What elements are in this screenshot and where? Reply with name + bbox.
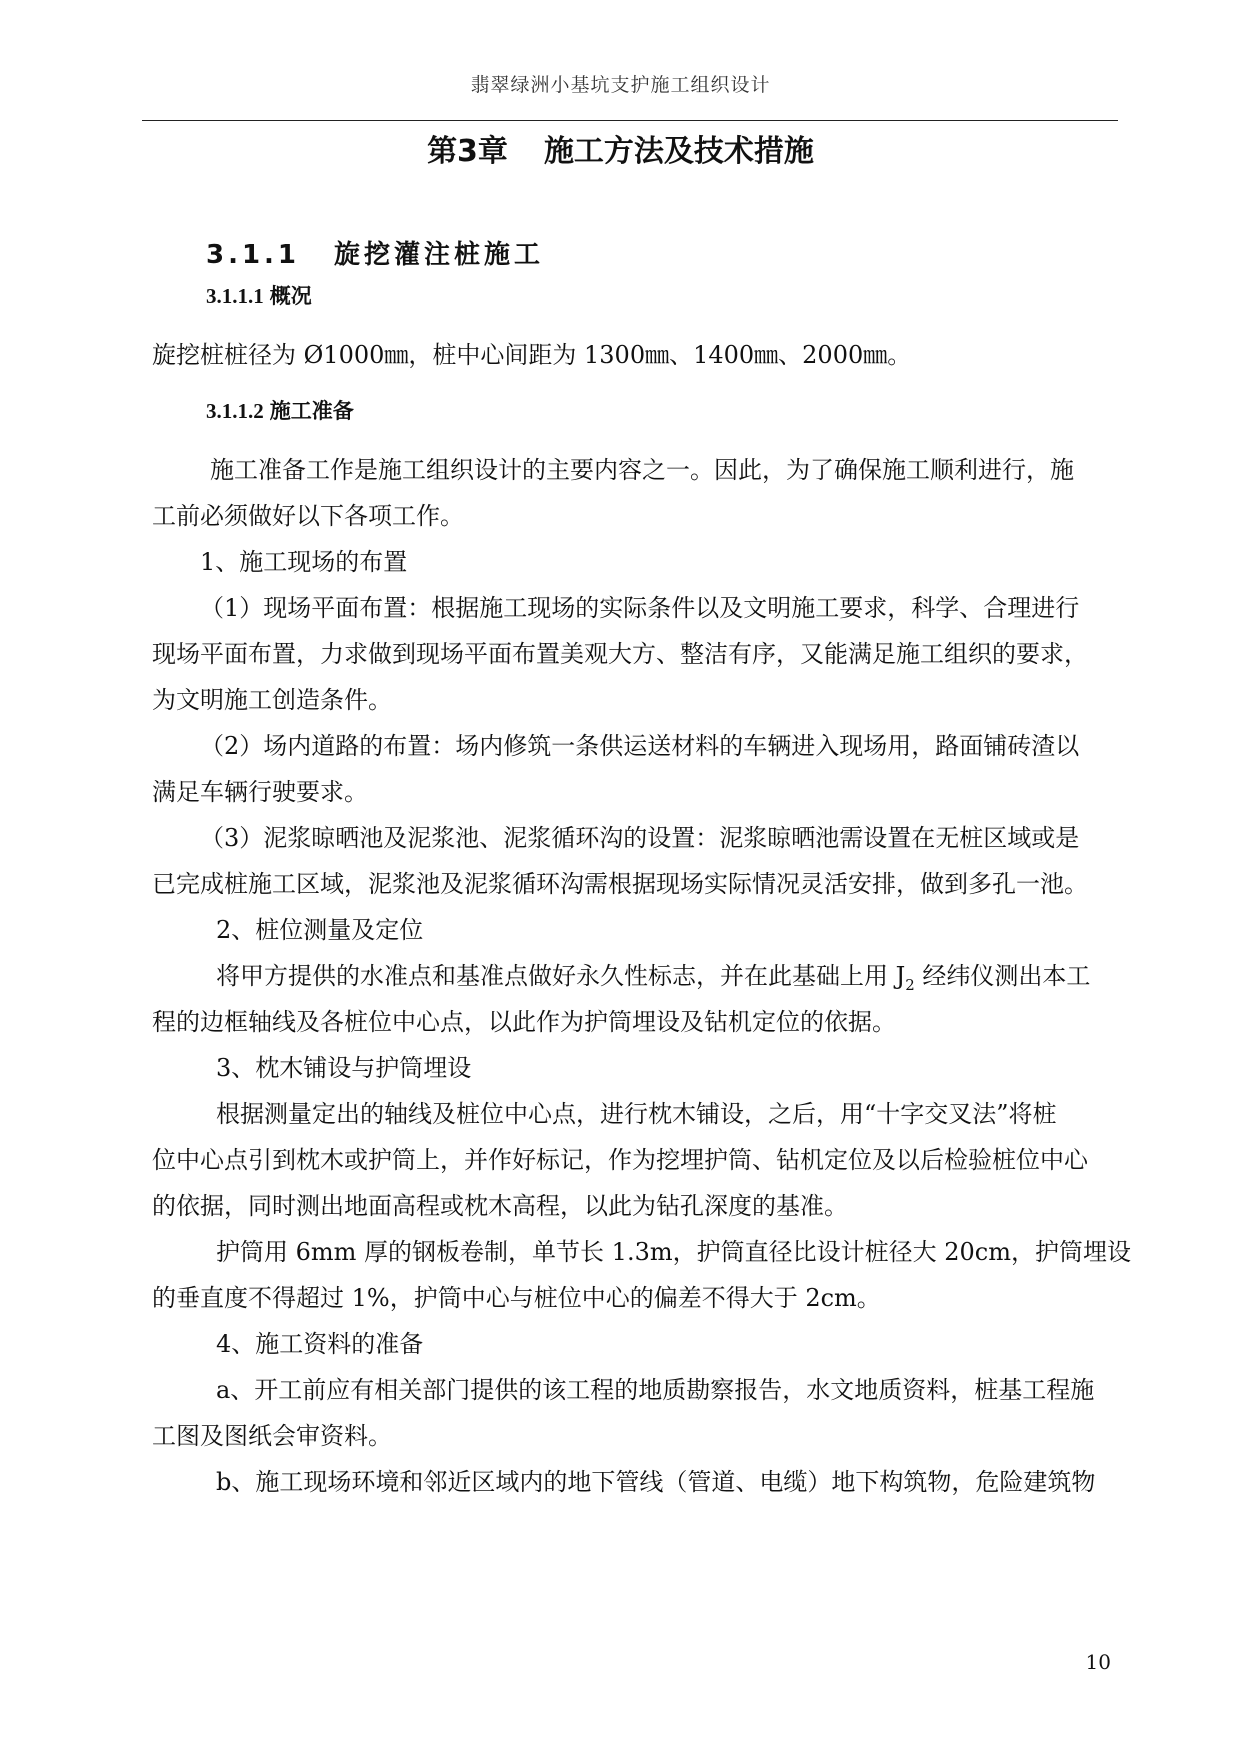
list-heading: 1、施工现场的布置 [200,548,408,576]
chapter-title: 施工方法及技术措施 [543,134,814,169]
body-line: 位中心点引到枕木或护筒上，并作好标记，作为挖埋护筒、钻机定位及以后检验桩位中心 [152,1146,1088,1174]
body-line: b、施工现场环境和邻近区域内的地下管线（管道、电缆）地下构筑物，危险建筑物 [216,1468,1096,1496]
body-line: 施工准备工作是施工组织设计的主要内容之一。因此，为了确保施工顺利进行，施 [210,456,1074,484]
body-line: 已完成桩施工区域，泥浆池及泥浆循环沟需根据现场实际情况灵活安排，做到多孔一池。 [152,870,1088,898]
header-rule [142,120,1118,121]
chapter-heading [0,126,1241,170]
body-line: 为文明施工创造条件。 [152,686,392,714]
chapter-number: 第3章 [427,134,508,169]
body-line: （2）场内道路的布置：场内修筑一条供运送材料的车辆进入现场用，路面铺砖渣以 [200,732,1080,760]
body-line: （3）泥浆晾晒池及泥浆池、泥浆循环沟的设置：泥浆晾晒池需设置在无桩区域或是 [200,824,1080,852]
section-number: 3.1.1 [206,240,301,270]
body-line: 现场平面布置，力求做到现场平面布置美观大方、整洁有序，又能满足施工组织的要求， [152,640,1088,668]
page-number: 10 [1085,1650,1111,1674]
subsection-number: 3.1.1.1 [206,284,264,308]
text-run: 经纬仪测出本工 [914,962,1091,990]
subsection-heading-preparation [206,395,1241,425]
subsection-title: 施工准备 [269,398,354,423]
body-line [216,956,1241,994]
paragraph-overview: 旋挖桩桩径为 Ø1000㎜，桩中心间距为 1300㎜、1400㎜、2000㎜。 [152,341,912,369]
list-heading: 2、桩位测量及定位 [216,916,424,944]
body-line: 满足车辆行驶要求。 [152,778,368,806]
list-heading: 4、施工资料的准备 [216,1330,424,1358]
body-line: 根据测量定出的轴线及桩位中心点，进行枕木铺设，之后，用“十字交叉法”将桩 [216,1100,1057,1128]
list-heading: 3、枕木铺设与护筒埋设 [216,1054,472,1082]
body-line: a、开工前应有相关部门提供的该工程的地质勘察报告，水文地质资料，桩基工程施 [216,1376,1095,1404]
text-run: 将甲方提供的水准点和基准点做好永久性标志，并在此基础上用 J [216,962,906,990]
body-line: 的依据，同时测出地面高程或枕木高程，以此为钻孔深度的基准。 [152,1192,848,1220]
body-line: 程的边框轴线及各桩位中心点，以此作为护筒埋设及钻机定位的依据。 [152,1008,896,1036]
body-line: 护筒用 6mm 厚的钢板卷制，单节长 1.3m，护筒直径比设计桩径大 20cm，护筒埋设 [216,1238,1131,1266]
running-header: 翡翠绿洲小基坑支护施工组织设计 [470,74,771,96]
subsection-number: 3.1.1.2 [206,399,264,423]
section-title: 旋挖灌注桩施工 [334,240,545,270]
subsection-title: 概况 [269,283,312,308]
body-line: 工图及图纸会审资料。 [152,1422,392,1450]
body-line: 的垂直度不得超过 1%，护筒中心与桩位中心的偏差不得大于 2cm。 [152,1284,881,1312]
section-heading [206,234,1241,271]
subscript: 2 [905,975,915,994]
body-line: 工前必须做好以下各项工作。 [152,502,464,530]
subsection-heading-overview [206,280,1241,310]
body-line: （1）现场平面布置：根据施工现场的实际条件以及文明施工要求，科学、合理进行 [200,594,1080,622]
